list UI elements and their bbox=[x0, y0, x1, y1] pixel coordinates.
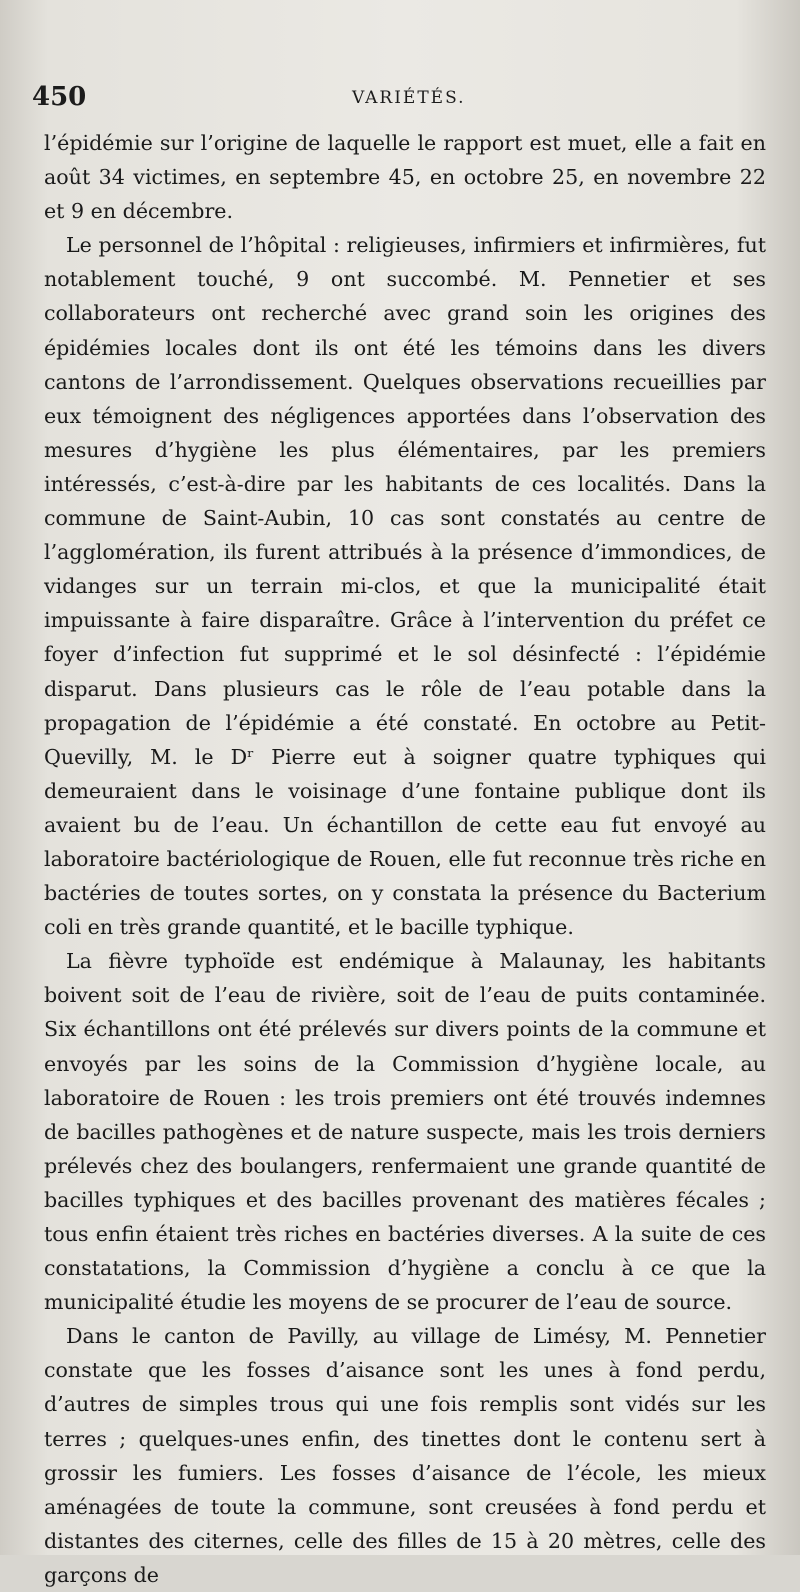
paragraph-2: Le personnel de l’hôpital : religieuses, infirmiers et infirmières, fut notablement touché, 9 ont succombé. M. Pennetier et ses collaborateurs ont recherché avec grand soin les origines des épidémies locales dont ils ont été les témoins dans les divers cantons de l’arrondissement. Quelques observations recueillies par eux témoignent des négligences apportées dans l’observation des mesures d’hygiène les plus élémentaires, par les premiers intéressés, c’est-à-dire par les habitants de ces localités. Dans la commune de Saint-Aubin, 10 cas sont constatés au centre de l’agglomération, ils furent attribués à la présence d’immondices, de vidanges sur un terrain mi-clos, et que la municipalité était impuissante à faire disparaître. Grâce à l’intervention du préfet ce foyer d’infection fut supprimé et le sol désinfecté : l’épidémie disparut. Dans plusieurs cas le rôle de l’eau potable dans la propagation de l’épidémie a été constaté. En octobre au Petit-Quevilly, M. le Dʳ Pierre eut à soigner quatre typhiques qui demeuraient dans le voisinage d’une fontaine publique dont ils avaient bu de l’eau. Un échantillon de cette eau fut envoyé au laboratoire bactériologique de Rouen, elle fut reconnue très riche en bactéries de toutes sortes, on y constata la présence du Bacterium coli en très grande quantité, et le bacille typhique. bbox=[44, 233, 766, 940]
paragraph-1: l’épidémie sur l’origine de laquelle le rapport est muet, elle a fait en août 34 victimes, en septembre 45, en octobre 25, en novembre 22 et 9 en décembre. bbox=[44, 131, 766, 224]
body-text bbox=[44, 126, 766, 1592]
paragraph-3: La fièvre typhoïde est endémique à Malaunay, les habitants boivent soit de l’eau de rivière, soit de l’eau de puits contaminée. Six échantillons ont été prélevés sur divers points de la commune et envoyés par les soins de la Commission d’hygiène locale, au laboratoire de Rouen : les trois premiers ont été trouvés indemnes de bacilles pathogènes et de nature suspecte, mais les trois derniers prélevés chez des boulangers, renfermaient une grande quantité de bacilles typhiques et des bacilles provenant des matières fécales ; tous enfin étaient très riches en bactéries diverses. A la suite de ces constatations, la Commission d’hygiène a conclu à ce que la municipalité étudie les moyens de se procurer de l’eau de source. bbox=[44, 949, 766, 1315]
page-header bbox=[32, 82, 772, 114]
paragraph-4: Dans le canton de Pavilly, au village de Limésy, M. Pennetier constate que les fosses d’aisance sont les unes à fond perdu, d’autres de simples trous qui une fois remplis sont vidés sur les terres ; quelques-unes enfin, des tinettes dont le contenu sert à grossir les fumiers. Les fosses d’aisance de l’école, les mieux aménagées de toute la commune, sont creusées à fond perdu et distantes des citernes, celle des filles de 15 à 20 mètres, celle des garçons de bbox=[44, 1324, 766, 1587]
page-number: 450 bbox=[32, 82, 87, 112]
running-title: VARIÉTÉS. bbox=[352, 88, 466, 108]
